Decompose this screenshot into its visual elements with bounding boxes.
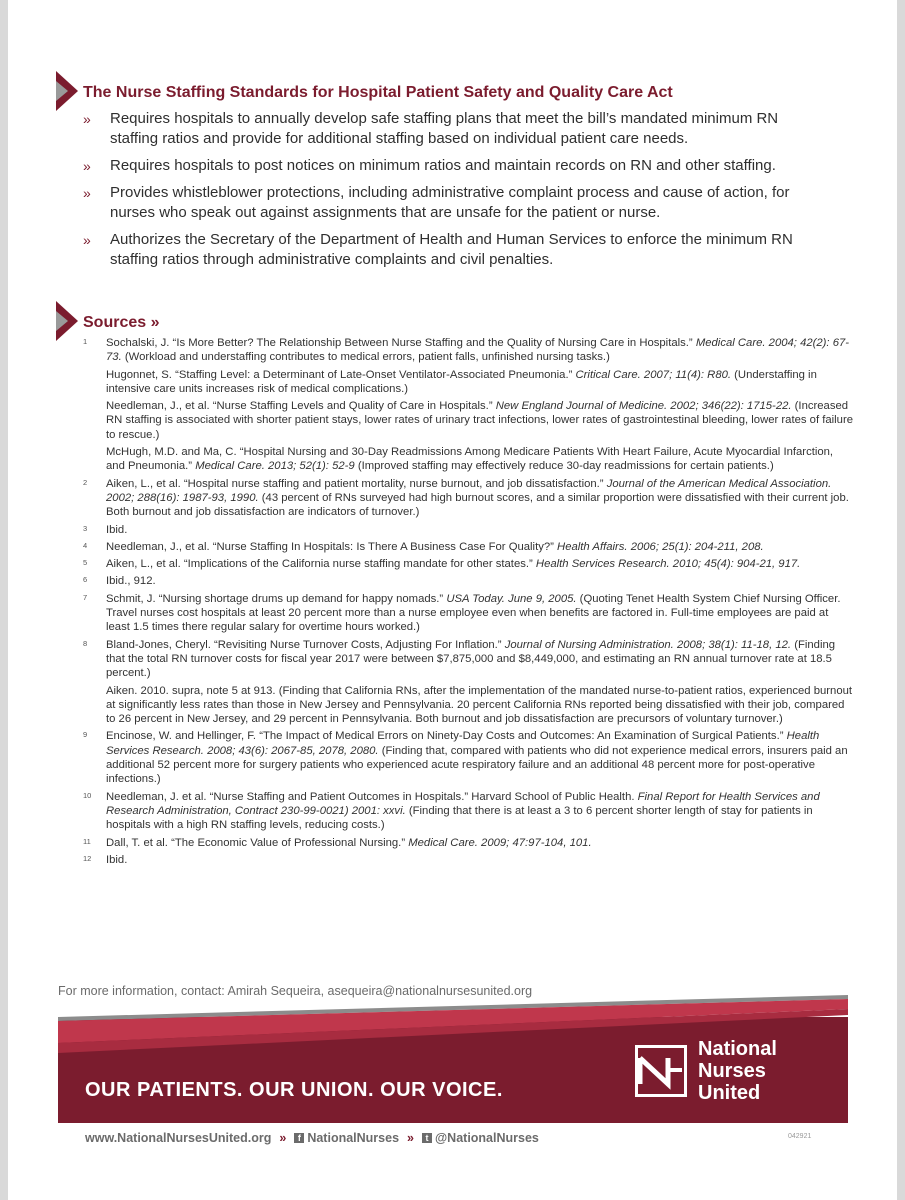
reference-journal: Health Services Research. 2010; 45(4): 904-21, 917. xyxy=(535,558,801,571)
document-code: 042921 xyxy=(788,1133,812,1140)
reference-number xyxy=(83,684,106,727)
reference-text xyxy=(106,592,853,635)
bullet-text: Provides whistleblower protections, including administrative complaint process and cause of action, for nurses who speak out against assignments that are unsafe for the patient or nurse. xyxy=(110,184,790,221)
facebook-link[interactable]: NationalNurses xyxy=(307,1131,400,1145)
reference-journal: Journal of the American Medical Association. 2002; 288(16): 1987-93, 1990. xyxy=(106,477,832,504)
reference-item xyxy=(83,368,853,397)
contact-info: For more information, contact: Amirah Sequeira, asequeira@nationalnursesunited.org xyxy=(58,984,533,998)
reference-citation: Aiken, L., et al. “Implications of the California nurse staffing mandate for other states.” xyxy=(106,558,536,571)
reference-text xyxy=(106,638,853,681)
reference-number: 8 xyxy=(83,638,88,648)
brand-line-national: National xyxy=(698,1038,777,1060)
reference-number: 1 xyxy=(83,337,88,346)
chevron-icon: » xyxy=(83,185,91,201)
reference-item xyxy=(83,638,853,681)
reference-journal: Medical Care. 2004; 42(2): 67-73. xyxy=(106,337,850,364)
slogan: OUR PATIENTS. OUR UNION. OUR VOICE. xyxy=(85,1079,503,1101)
reference-citation: Ibid., 912. xyxy=(106,575,156,588)
list-item xyxy=(83,230,823,270)
reference-number: 7 xyxy=(83,592,88,602)
reference-number: 6 xyxy=(83,575,88,585)
reference-text xyxy=(106,336,853,365)
section-title-act: The Nurse Staffing Standards for Hospital Patient Safety and Quality Care Act xyxy=(83,84,673,101)
reference-text xyxy=(106,790,853,833)
reference-journal: Medical Care. 2009; 47:97-104, 101. xyxy=(408,836,592,849)
reference-citation: Needleman, J., et al. “Nurse Staffing In Hospitals: Is There A Business Case For Quality?” xyxy=(106,540,558,553)
reference-item xyxy=(83,399,853,442)
reference-item xyxy=(83,592,853,635)
reference-number xyxy=(83,368,106,397)
reference-item xyxy=(83,540,853,554)
nnu-brand xyxy=(635,1038,777,1104)
reference-text xyxy=(106,540,853,554)
reference-citation: Encinose, W. and Hellinger, F. “The Impact of Medical Errors on Ninety-Day Costs and Outcomes: An Examination of Surgical Patients.” xyxy=(106,730,787,743)
act-bullet-list xyxy=(83,109,823,277)
reference-citation: Aiken, L., et al. “Hospital nurse staffing and patient mortality, nurse burnout, and job dissatisfaction.” xyxy=(106,477,607,490)
section-marker-icon xyxy=(56,301,78,341)
reference-text xyxy=(106,836,853,850)
reference-note: (Finding that there is at least a 3 to 6 percent shorter length of stay for patients in hospitals with a high RN staffing levels, reducing costs.) xyxy=(106,804,813,832)
reference-journal: USA Today. June 9, 2005. xyxy=(446,592,577,605)
reference-note: (Increased RN staffing is associated with shorter patient stays, lower rates of urinary tract infections, lower rates of gastrointestinal bleeding, lower rates of failure to rescue.) xyxy=(106,400,853,441)
chevron-icon: » xyxy=(83,158,91,174)
reference-item xyxy=(83,684,853,727)
reference-citation: Dall, T. et al. “The Economic Value of Professional Nursing.” xyxy=(106,836,409,849)
reference-text xyxy=(106,399,853,442)
nnu-wordmark xyxy=(698,1038,777,1104)
reference-note: (Improved staffing may effectively reduce 30-day readmissions for certain patients.) xyxy=(354,460,774,473)
bullet-text: Authorizes the Secretary of the Department of Health and Human Services to enforce the minimum RN staffing ratios through administrative complaints and civil penalties. xyxy=(110,231,793,268)
reference-note: (Understaffing in intensive care units increases risk of medical complications.) xyxy=(106,368,817,395)
bullet-text: Requires hospitals to annually develop safe staffing plans that meet the bill’s mandated minimum RN staffing ratios and provide for additional staffing based on individual patient care needs. xyxy=(110,110,779,147)
reference-item xyxy=(83,836,853,850)
section-title-sources: Sources » xyxy=(83,314,160,331)
reference-citation: Needleman, J. et al. “Nurse Staffing and Patient Outcomes in Hospitals.” Harvard School of Public Health. xyxy=(106,790,638,803)
reference-number: 12 xyxy=(83,853,92,863)
reference-item xyxy=(83,574,853,588)
reference-citation: Sochalski, J. “Is More Better? The Relationship Between Nurse Staffing and the Quality of Nursing Care in Hospitals.” xyxy=(106,337,696,349)
chevron-icon: » xyxy=(83,232,91,248)
reference-note: (Quoting Tenet Health System Chief Nursing Officer. Travel nurses cost hospitals at least 20 percent more than a nurse employee even when benefits are factored in. Full-time employees are paid at least 1.5 times there regular salary for overtime hours worked.) xyxy=(106,592,841,634)
list-item xyxy=(83,109,823,149)
reference-journal: Health Affairs. 2006; 25(1): 204-211, 208. xyxy=(557,540,764,553)
reference-number: 9 xyxy=(83,730,88,740)
nnu-logo-icon xyxy=(635,1045,687,1097)
brand-line-united: United xyxy=(698,1082,761,1104)
twitter-icon: t xyxy=(422,1133,432,1143)
reference-number: 10 xyxy=(83,790,92,800)
reference-item xyxy=(83,790,853,833)
section-marker-icon xyxy=(56,71,78,111)
reference-text xyxy=(106,557,853,571)
list-item xyxy=(83,156,823,176)
reference-note: (Finding that, compared with patients who did not experience medical errors, insurers paid an additional 52 percent more for surgery patients who experienced acute respiratory failure and an additional 48 percent more for post-operative infections.) xyxy=(106,744,848,786)
reference-text xyxy=(106,445,853,474)
facebook-icon: f xyxy=(294,1133,304,1143)
reference-text xyxy=(106,368,853,397)
reference-item xyxy=(83,729,853,786)
reference-note: (Finding that the total RN turnover costs for fiscal year 2017 were between $7,875,000 and $8,449,000, and estimating an RN annual turnover rate at 18.5 percent.) xyxy=(106,638,836,680)
reference-journal: Health Services Research. 2008; 43(6): 2067-85, 2078, 2080. xyxy=(106,730,820,757)
reference-journal: Journal of Nursing Administration. 2008; 38(1): 11-18, 12. xyxy=(504,638,792,651)
reference-number: 4 xyxy=(83,540,88,550)
reference-number xyxy=(83,445,106,474)
page xyxy=(8,0,897,1200)
reference-text xyxy=(106,853,853,867)
reference-citation: Bland-Jones, Cheryl. “Revisiting Nurse Turnover Costs, Adjusting For Inflation.” xyxy=(106,638,505,651)
reference-citation: Ibid. xyxy=(106,523,128,536)
reference-citation: Ibid. xyxy=(106,853,128,866)
reference-text xyxy=(106,684,853,727)
reference-text xyxy=(106,729,853,786)
reference-citation: Needleman, J., et al. “Nurse Staffing Levels and Quality of Care in Hospitals.” xyxy=(106,400,496,413)
reference-journal: Final Report for Health Services and Research Administration, Contract 230-99-0021) 2001: xxvi. xyxy=(106,790,820,817)
brand-line-nurses: Nurses xyxy=(698,1060,766,1082)
reference-note: (43 percent of RNs surveyed had high burnout scores, and a similar proportion were dissatisfied with their current job. Both burnout and job dissatisfaction are indicators of turnover.) xyxy=(106,491,849,519)
reference-journal: Medical Care. 2013; 52(1): 52-9 xyxy=(195,460,355,473)
reference-item xyxy=(83,853,853,867)
reference-journal: Critical Care. 2007; 11(4): R80. xyxy=(575,368,732,381)
chevron-icon: » xyxy=(83,111,91,127)
reference-item xyxy=(83,523,853,537)
reference-list xyxy=(83,336,853,870)
reference-journal: New England Journal of Medicine. 2002; 346(22): 1715-22. xyxy=(495,400,792,413)
reference-text xyxy=(106,523,853,537)
reference-item xyxy=(83,336,853,365)
reference-citation: Aiken. 2010. supra, note 5 at 913. (Finding that California RNs, after the implementation of the mandated nurse-to-patient ratios, experienced burnout at significantly less rates than those in New Jersey and Pennsylvania. 20 percent California RNs reported being dissatisfied with their job, compared to 26 percent in New Jersey, and 29 percent in Pennsylvania. Both burnout and job dissatisfaction are precursors of voluntary turnover.) xyxy=(106,684,853,726)
reference-item xyxy=(83,445,853,474)
reference-citation: Schmit, J. “Nursing shortage drums up demand for happy nomads.” xyxy=(106,592,447,605)
separator: » xyxy=(407,1131,414,1145)
reference-citation: McHugh, M.D. and Ma, C. “Hospital Nursing and 30-Day Readmissions Among Medicare Patients With Heart Failure, Acute Myocardial Infarction, and Pneumonia.” xyxy=(106,446,834,473)
reference-item xyxy=(83,557,853,571)
reference-citation: Hugonnet, S. “Staffing Level: a Determinant of Late-Onset Ventilator-Associated Pneumonia.” xyxy=(106,368,576,381)
reference-text xyxy=(106,574,853,588)
reference-note: (Workload and understaffing contributes to medical errors, patient falls, unfinished nursing tasks.) xyxy=(121,351,610,364)
reference-number: 2 xyxy=(83,477,88,487)
footer-links xyxy=(85,1131,539,1145)
reference-number: 5 xyxy=(83,558,88,568)
list-item xyxy=(83,183,823,223)
reference-number: 11 xyxy=(83,836,91,846)
twitter-link[interactable]: @NationalNurses xyxy=(434,1131,539,1145)
separator: » xyxy=(279,1131,287,1145)
bullet-text: Requires hospitals to post notices on minimum ratios and maintain records on RN and other staffing. xyxy=(110,157,776,174)
reference-item xyxy=(83,477,853,520)
reference-text xyxy=(106,477,853,520)
reference-number xyxy=(83,399,106,442)
website-link[interactable]: www.NationalNursesUnited.org xyxy=(85,1131,272,1145)
reference-number: 3 xyxy=(83,523,88,533)
